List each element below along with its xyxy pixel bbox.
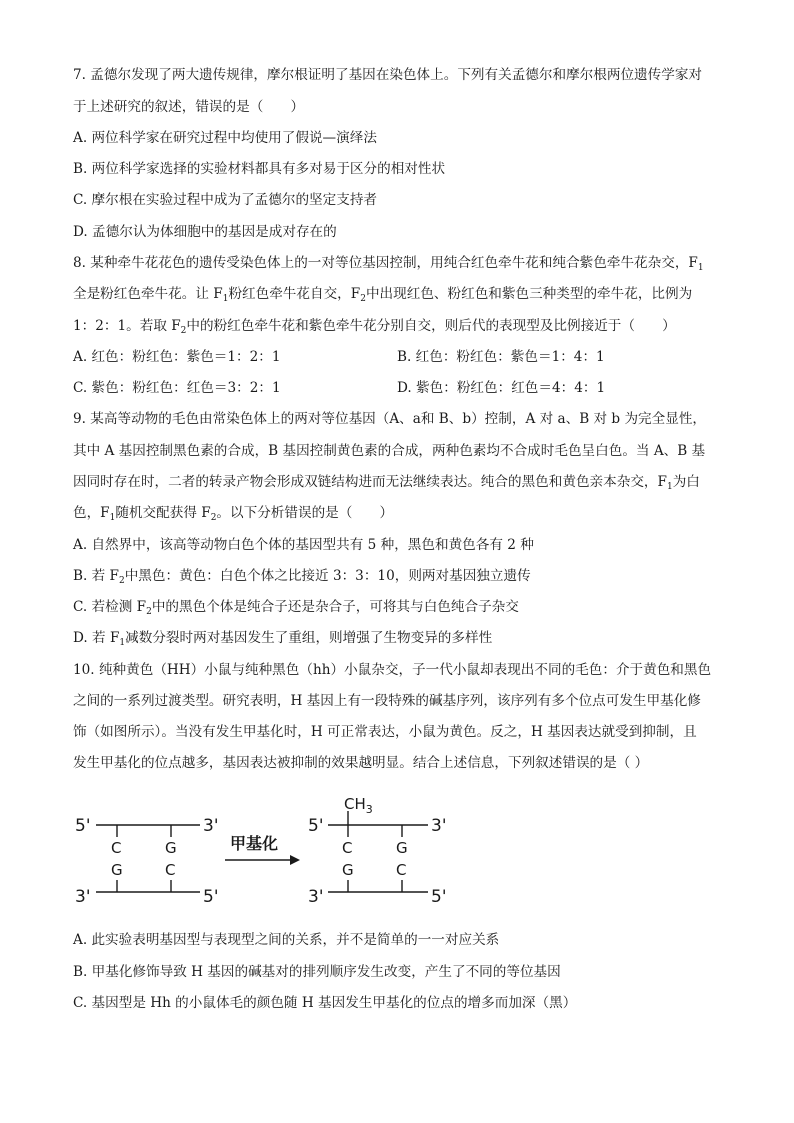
q9-text: 随机交配获得 F (115, 505, 211, 521)
q7-option-d: D. 孟德尔认为体细胞中的基因是成对存在的 (73, 224, 337, 240)
arrow-head-icon (290, 855, 300, 865)
q9-text: 减数分裂时两对基因发生了重组，则增强了生物变异的多样性 (125, 630, 493, 646)
right-base-g: G (396, 839, 408, 857)
q9-text: C. 若检测 F (73, 599, 147, 615)
right-base-c: C (342, 839, 353, 857)
q9-text: 因同时存在时，二者的转录产物会形成双链结构进而无法继续表达。纯合的黑色和黄色亲本杂交，F (73, 474, 667, 490)
q9-option-c (73, 597, 519, 617)
methylation-arrow (225, 834, 300, 865)
left-base-g: G (165, 839, 177, 857)
left-top-5-label: 5' (75, 816, 91, 836)
methylated-dna (308, 795, 447, 907)
q7-option-a: A. 两位科学家在研究过程中均使用了假说—演绎法 (73, 130, 377, 146)
q8-text: 8. 某种牵牛花花色的遗传受染色体上的一对等位基因控制，用纯合红色牵牛花和纯合紫色牵牛花杂交，F (73, 255, 698, 271)
left-base-c-pair: C (165, 861, 176, 879)
left-bottom-3-label: 3' (75, 887, 91, 907)
q9-text: D. 若 F (73, 630, 120, 646)
right-bottom-3-label: 3' (308, 887, 324, 907)
right-top-5-label: 5' (308, 816, 324, 836)
q9-subscript: 1 (666, 482, 673, 492)
q10-option-c: C. 基因型是 Hh 的小鼠体毛的颜色随 H 基因发生甲基化的位点的增多而加深（黑） (73, 995, 577, 1011)
q9-subscript: 2 (146, 607, 152, 617)
q9-text: B. 若 F (73, 568, 119, 584)
q9-text: 为白 (672, 474, 700, 490)
q8-subscript: 2 (180, 326, 187, 336)
q9-option-a: A. 自然界中，该高等动物白色个体的基因型共有 5 种，黑色和黄色各有 2 种 (73, 537, 534, 553)
right-base-g-pair: G (342, 861, 354, 879)
q9-stem-line-1: 9. 某高等动物的毛色由常染色体上的两对等位基因（A、a和 B、b）控制，A 对 a、B 对 b 为完全显性， (73, 411, 707, 427)
unmethylated-dna (75, 816, 219, 907)
right-bottom-5-label: 5' (431, 887, 447, 907)
q9-subscript: 1 (119, 638, 126, 648)
q10-option-a: A. 此实验表明基因型与表现型之间的关系，并不是简单的一一对应关系 (73, 932, 500, 948)
q7-option-c: C. 摩尔根在实验过程中成为了孟德尔的坚定支持者 (73, 192, 378, 208)
left-base-g-pair: G (111, 861, 123, 879)
q10-stem-line-4: 发生甲基化的位点越多，基因表达被抑制的效果越明显。结合上述信息，下列叙述错误的是（ ） (73, 755, 649, 771)
q9-text: 中的黑色个体是纯合子还是杂合子，可将其与白色纯合子杂交 (151, 599, 519, 615)
q8-option-c: C. 紫色：粉红色：红色＝3：2：1 (73, 380, 281, 396)
arrow-label: 甲基化 (230, 834, 279, 853)
q10-stem-line-1: 10. 纯种黄色（HH）小鼠与纯种黑色（hh）小鼠杂交，子一代小鼠却表现出不同的毛色：介于黄色和黑色 (73, 662, 712, 678)
q8-text: 全是粉红色牵牛花。让 F (73, 286, 223, 302)
q8-subscript: 2 (360, 294, 366, 304)
q9-subscript: 2 (118, 576, 125, 586)
q7-stem-line-2: 于上述研究的叙述，错误的是（ ） (73, 99, 305, 115)
q9-text: 色，F (73, 505, 110, 521)
q9-stem-line-2: 其中 A 基因控制黑色素的合成，B 基因控制黄色素的合成，两种色素均不合成时毛色呈白色。当 A、B 基 (73, 443, 706, 459)
right-top-3-label: 3' (431, 816, 447, 836)
methyl-group: $CH_3$ (344, 795, 373, 816)
q8-subscript: 1 (222, 294, 229, 304)
q7-stem-line-1: 7. 孟德尔发现了两大遗传规律，摩尔根证明了基因在染色体上。下列有关孟德尔和摩尔根两位遗传学家对 (73, 67, 703, 83)
q8-text: 中出现红色、粉红色和紫色三种类型的牵牛花，比例为 (365, 286, 693, 302)
q7-option-b: B. 两位科学家选择的实验材料都具有多对易于区分的相对性状 (73, 161, 446, 177)
q8-option-d: D. 紫色：粉红色：红色＝4：4：1 (397, 380, 606, 396)
q9-stem-line-3 (73, 472, 700, 492)
left-base-c: C (111, 839, 122, 857)
q8-stem-line-3 (73, 316, 676, 336)
q8-text: 中的粉红色牵牛花和紫色牵牛花分别自交，则后代的表现型及比例接近于（ ） (186, 318, 676, 334)
q9-text: 。以下分析错误的是（ ） (216, 505, 394, 521)
left-bottom-5-label: 5' (203, 887, 219, 907)
q8-text: 粉红色牵牛花自交，F (228, 286, 361, 302)
right-base-c-pair: C (396, 861, 407, 879)
q10-option-b: B. 甲基化修饰导致 H 基因的碱基对的排列顺序发生改变，产生了不同的等位基因 (73, 964, 561, 980)
q8-subscript: 1 (697, 263, 704, 273)
q9-subscript: 2 (210, 513, 217, 523)
methylation-diagram (70, 785, 470, 915)
q8-text: 1：2：1。若取 F (73, 318, 181, 334)
q9-stem-line-4 (73, 503, 393, 523)
q8-option-a: A. 红色：粉红色：紫色＝1：2：1 (73, 349, 281, 365)
q10-stem-line-2: 之间的一系列过渡类型。研究表明，H 基因上有一段特殊的碱基序列，该序列有多个位点可发生甲基化修 (73, 693, 701, 709)
q10-stem-line-3: 饰（如图所示）。当没有发生甲基化时，H 可正常表达，小鼠为黄色。反之，H 基因表达就受到抑制，且 (73, 724, 697, 740)
q8-stem-line-2 (73, 284, 692, 304)
q9-option-b (73, 566, 531, 586)
q9-subscript: 1 (109, 513, 116, 523)
q8-stem-line-1 (73, 253, 704, 273)
q9-text: 中黑色：黄色：白色个体之比接近 3：3：10，则两对基因独立遗传 (124, 568, 531, 584)
q9-option-d (73, 628, 492, 648)
q8-option-b: B. 红色：粉红色：紫色＝1：4：1 (397, 349, 605, 365)
left-top-3-label: 3' (203, 816, 219, 836)
